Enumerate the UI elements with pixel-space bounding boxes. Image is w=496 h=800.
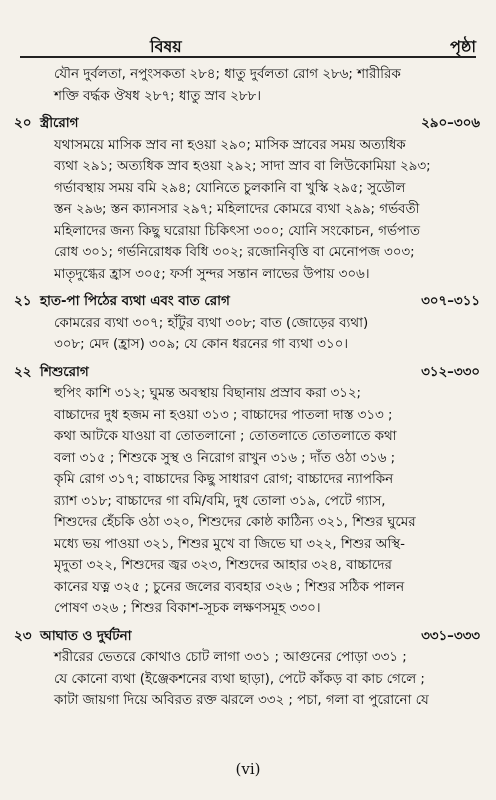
header-subject-label: বিষয় (150, 37, 182, 56)
entry-line: কাটা জায়গা দিয়ে অবিরত রক্ত ঝরলে ৩৩২ ; পচা, গলা বা পুরোনো যে (54, 693, 429, 708)
section-title: শিশুরোগ (40, 364, 89, 380)
entry-line: বলা ৩১৫ ; শিশুকে সুস্থ ও নিরোগ রাখুন ৩১৬ ; দাঁত ওঠা ৩১৬ ; (54, 450, 396, 466)
entry-line: মহিলাদের জন্য কিছু ঘরোয়া চিকিৎসা ৩০০; যোনি সংকোচন, গর্ভপাত (54, 223, 420, 239)
entry-line: শিশুদের হেঁচকি ওঠা ৩২০, শিশুদের কোষ্ঠ কাঠিন্য ৩২১, শিশুর ঘুমের (54, 515, 416, 530)
entry-line: শক্তি বর্দ্ধক ঔষধ ২৮৭; ধাতু স্রাব ২৮৮। (54, 88, 262, 104)
section-number: ২৩ (14, 628, 32, 644)
entry-line: যৌন দুর্বলতা, নপুংসকতা ২৮৪; ধাতু দুর্বলতা রোগ ২৮৬; শারীরিক (54, 67, 401, 82)
entry-line: র‍্যাশ ৩১৮; বাচ্চাদের গা বমি/বমি, দুধ তোলা ৩১৯, পেটে গ্যাস, (54, 493, 386, 509)
section-page-range: ৩০৭–৩১১ (421, 294, 480, 309)
entry-line: মধ্যে ভয় পাওয়া ৩২১, শিশুর মুখে বা জিভে ঘা ৩২২, শিশুর অস্থি- (54, 536, 405, 552)
entry-line: স্তন ২৯৬; স্তন ক্যানসার ২৯৭; মহিলাদের কোমরে ব্যথা ২৯৯; গর্ভবতী (54, 202, 420, 217)
entry-line: কোমরের ব্যথা ৩০৭; হাঁটুর ব্যথা ৩০৮; বাত (জোড়ের ব্যথা) (54, 315, 369, 331)
entry-line: ব্যথা ২৯১; অত্যধিক স্রাব হওয়া ২৯২; সাদা স্রাব বা লিউকোমিয়া ২৯৩; (54, 159, 431, 174)
entry-line: হুপিং কাশি ৩১২; ঘুমন্ত অবস্থায় বিছানায় প্রস্রাব করা ৩১২; (54, 386, 362, 401)
section-page-range: ২৯০–৩০৬ (421, 116, 480, 131)
entry-line: মৃদুতা ৩২২, শিশুদের জ্বর ৩২৩, শিশুদের আহার ৩২৪, বাচ্চাদের (54, 558, 392, 573)
section-title: আঘাত ও দুর্ঘটনা (40, 628, 132, 644)
entry-line: শরীরের ভেতরে কোথাও চোট লাগা ৩৩১ ; আগুনের পোড়া ৩৩১ ; (54, 650, 407, 665)
section-heading (14, 291, 484, 313)
section-page-range: ৩১২–৩৩০ (421, 364, 480, 380)
section-page-range: ৩৩১–৩৩৩ (421, 628, 480, 644)
entry-line: যে কোনো ব্যথা (ইঞ্জেকশনের ব্যথা ছাড়া), পেটে কাঁকড় বা কাচ গেলে ; (54, 671, 425, 687)
section-heading (14, 626, 484, 648)
table-of-contents (14, 64, 484, 712)
section-title: হাত-পা পিঠের ব্যথা এবং বাত রোগ (40, 294, 230, 309)
section-title: স্ত্রীরোগ (40, 116, 79, 131)
section-number: ২২ (14, 364, 32, 380)
section-number: ২১ (14, 294, 32, 309)
entry-line: পোষণ ৩২৬ ; শিশুর বিকাশ-সূচক লক্ষণসমূহ ৩৩০। (54, 601, 321, 616)
entry-line: যথাসময়ে মাসিক স্রাব না হওয়া ২৯০; মাসিক স্রাবের সময় অত্যধিক (54, 137, 406, 153)
entry-line: ৩০৮; মেদ (হ্রাস) ৩০৯; যে কোন ধরনের গা ব্যথা ৩১০। (54, 337, 349, 352)
entry-line: মাতৃদুগ্ধের হ্রাস ৩০৫; ফর্সা সুন্দর সন্তান লাভের উপায় ৩০৬। (54, 266, 370, 282)
entry-line: কথা আটকে যাওয়া বা তোতলানো ; তোতলাতে তোতলাতে কথা (54, 429, 397, 444)
entry-line: রোধ ৩০১; গর্ভনিরোধক বিধি ৩০২; রজোনিবৃত্তি বা মেনোপজ ৩০৩; (54, 245, 415, 260)
entry-line: কানের যত্ন ৩২৫ ; চুনের জলের ব্যবহার ৩২৬ ; শিশুর সঠিক পালন (54, 579, 405, 595)
entry-line: বাচ্চাদের দুধ হজম না হওয়া ৩১৩ ; বাচ্চাদের পাতলা দাস্ত ৩১৩ ; (54, 407, 393, 423)
section-heading (14, 113, 484, 135)
header-page-label: পৃষ্ঠা (450, 37, 476, 56)
entry-line: কৃমি রোগ ৩১৭; বাচ্চাদের কিছু সাধারণ রোগ; বাচ্চাদের ন্যাপকিন (54, 472, 394, 487)
section-heading (14, 362, 484, 384)
page-number: (vi) (235, 760, 261, 778)
page-header (20, 30, 476, 56)
section-number: ২০ (14, 116, 32, 131)
entry-line: গর্ভাবস্থায় সময় বমি ২৯৪; যোনিতে চুলকানি বা খুস্কি ২৯৫; সুডৌল (54, 180, 406, 196)
header-divider (20, 56, 476, 58)
